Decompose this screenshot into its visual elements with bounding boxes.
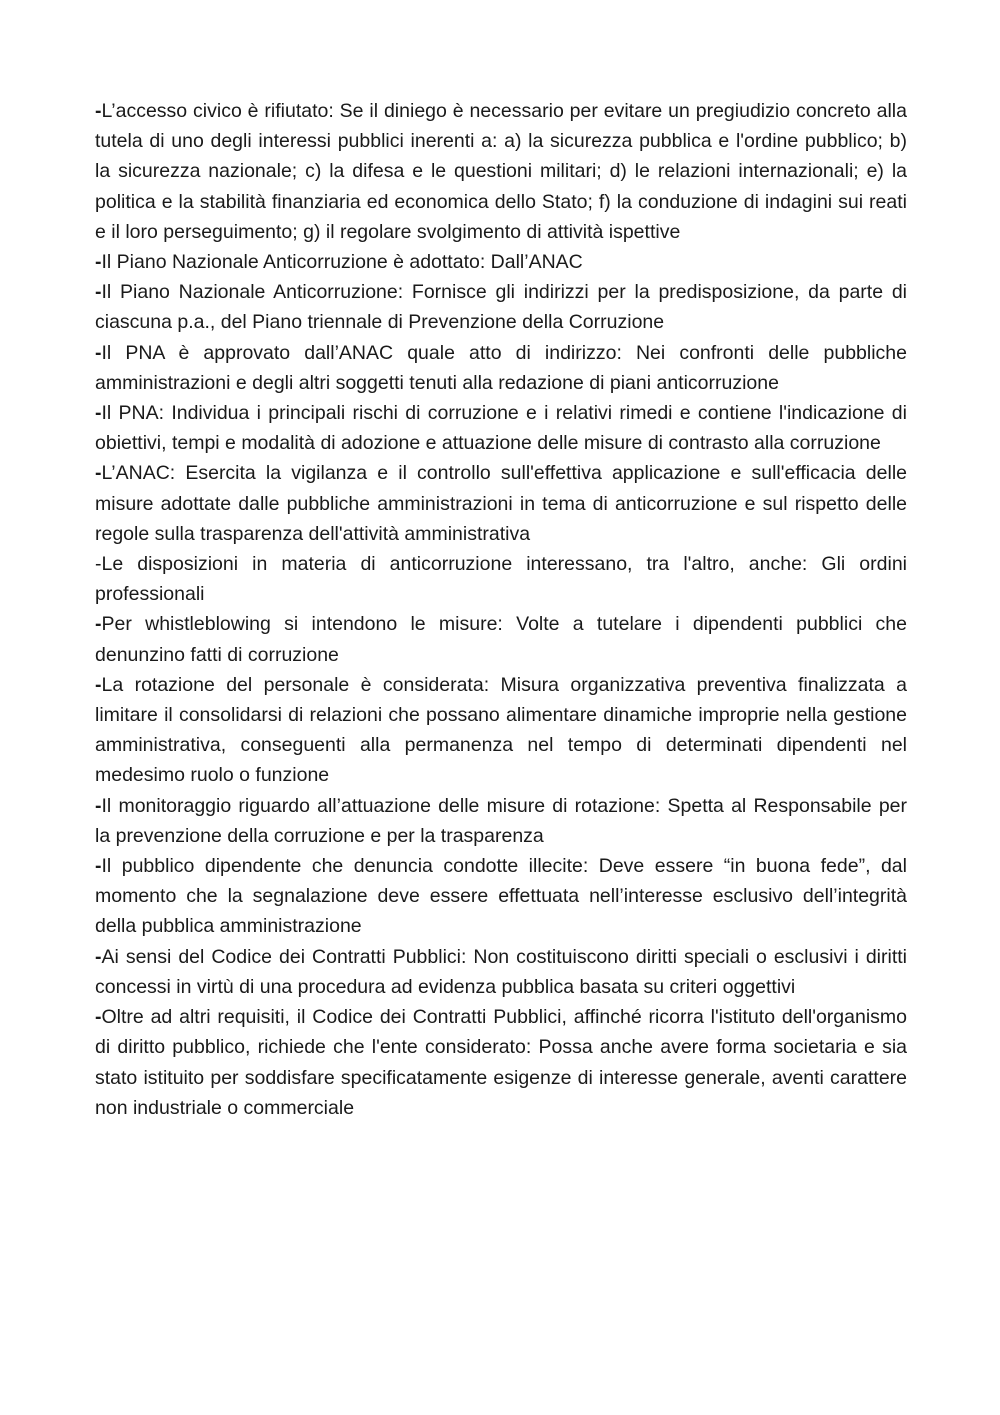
paragraph-text: Il Piano Nazionale Anticorruzione: Fornisce gli indirizzi per la predisposizione, da parte di ciascuna p.a., del Piano triennale di Prevenzione della Corruzione: [95, 281, 907, 334]
bullet-dash: -: [95, 794, 102, 817]
paragraph-diritti-speciali: [95, 942, 907, 1002]
paragraph-pna-rischi: [95, 398, 907, 458]
bullet-dash: -: [95, 673, 102, 696]
paragraph-monitoraggio-rotazione: [95, 791, 907, 851]
paragraph-ordini-professionali: [95, 549, 907, 609]
bullet-dash: -: [95, 251, 102, 274]
bullet-dash: -: [95, 341, 102, 364]
bullet-dash: -: [95, 613, 102, 636]
bullet-dash: -: [95, 1006, 102, 1029]
paragraph-rotazione-personale: [95, 670, 907, 791]
paragraph-pna-indirizzi: [95, 277, 907, 337]
bullet-dash: -: [95, 281, 102, 304]
paragraph-anac-vigilanza: [95, 458, 907, 549]
paragraph-pna-adozione: [95, 247, 907, 277]
paragraph-buona-fede: [95, 851, 907, 942]
bullet-dash: -: [95, 945, 102, 968]
paragraph-pna-approvazione: [95, 338, 907, 398]
bullet-dash: -: [95, 402, 102, 425]
document-page: [95, 96, 907, 1123]
paragraph-text: La rotazione del personale è considerata: Misura organizzativa preventiva finalizzata a limitare il consolidarsi di relazioni che possano alimentare dinamiche improprie nella gestione amministrativa, conseguenti alla permanenza nel tempo di determinati dipendenti nel medesimo ruolo o funzione: [95, 673, 907, 787]
paragraph-text: L’ANAC: Esercita la vigilanza e il controllo sull'effettiva applicazione e sull'efficacia delle misure adottate dalle pubbliche amministrazioni in tema di anticorruzione e sul rispetto delle regole sulla trasparenza dell'attività amministrativa: [95, 462, 907, 545]
paragraph-text: Il pubblico dipendente che denuncia condotte illecite: Deve essere “in buona fede”, dal momento che la segnalazione deve essere effettuata nell’interesse esclusivo dell’integrità della pubblica amministrazione: [95, 855, 907, 938]
paragraph-text: L’accesso civico è rifiutato: Se il diniego è necessario per evitare un pregiudizio concreto alla tutela di uno degli interessi pubblici inerenti a: a) la sicurezza pubblica e l'ordine pubblico; b) la sicurezza nazionale; c) la difesa e le questioni militari; d) le relazioni internazionali; e) la politica e la stabilità finanziaria ed economica dello Stato; f) la conduzione di indagini sui reati e il loro perseguimento; g) il regolare svolgimento di attività ispettive: [95, 100, 907, 243]
paragraph-text: Il PNA è approvato dall’ANAC quale atto di indirizzo: Nei confronti delle pubbliche amministrazioni e degli altri soggetti tenuti alla redazione di piani anticorruzione: [95, 341, 907, 394]
paragraph-organismo-diritto-pubblico: [95, 1002, 907, 1123]
paragraph-accesso-civico: [95, 96, 907, 247]
paragraph-text: Il Piano Nazionale Anticorruzione è adottato: Dall’ANAC: [101, 251, 583, 274]
paragraph-text: Il monitoraggio riguardo all’attuazione delle misure di rotazione: Spetta al Responsabile per la prevenzione della corruzione e per la trasparenza: [95, 794, 907, 847]
paragraph-text: Oltre ad altri requisiti, il Codice dei Contratti Pubblici, affinché ricorra l'istituto dell'organismo di diritto pubblico, richiede che l'ente considerato: Possa anche avere forma societaria e sia stato istituito per soddisfare specificatamente esigenze di interesse generale, aventi carattere non industriale o commerciale: [95, 1006, 907, 1119]
bullet-dash: -: [95, 100, 102, 122]
bullet-dash: -: [95, 553, 102, 576]
paragraph-whistleblowing: [95, 609, 907, 669]
paragraph-text: Ai sensi del Codice dei Contratti Pubblici: Non costituiscono diritti speciali o esclusivi i diritti concessi in virtù di una procedura ad evidenza pubblica basata su criteri oggettivi: [95, 945, 907, 998]
paragraph-text: Il PNA: Individua i principali rischi di corruzione e i relativi rimedi e contiene l'indicazione di obiettivi, tempi e modalità di adozione e attuazione delle misure di contrasto alla corruzione: [95, 402, 907, 455]
paragraph-text: Per whistleblowing si intendono le misure: Volte a tutelare i dipendenti pubblici che denunzino fatti di corruzione: [95, 613, 907, 666]
bullet-dash: -: [95, 855, 102, 878]
paragraph-text: Le disposizioni in materia di anticorruzione interessano, tra l'altro, anche: Gli ordini professionali: [95, 553, 907, 606]
bullet-dash: -: [95, 462, 102, 485]
